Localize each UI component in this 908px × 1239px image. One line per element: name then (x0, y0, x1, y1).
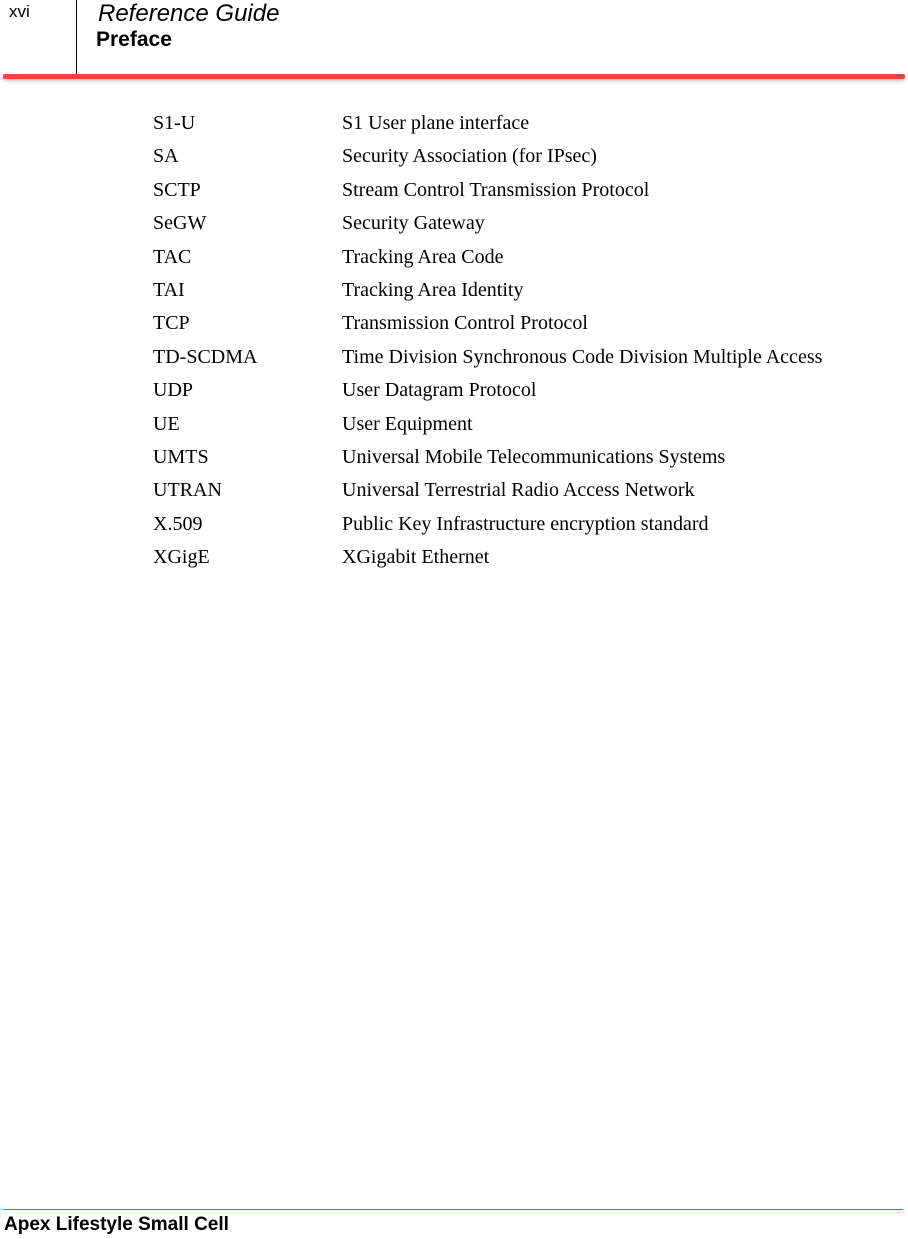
abbreviation-row (153, 274, 873, 307)
abbreviation-row (153, 307, 873, 340)
abbreviation-definition: User Equipment (342, 412, 473, 435)
abbreviation-definition: Universal Mobile Telecommunications Systems (342, 445, 726, 468)
abbreviation-definition: Universal Terrestrial Radio Access Network (342, 479, 695, 502)
abbreviation-term: SCTP (153, 178, 201, 201)
abbreviation-row (153, 241, 873, 274)
abbreviation-row (153, 341, 873, 374)
abbreviation-definition: Time Division Synchronous Code Division Multiple Access (342, 345, 823, 368)
abbreviation-definition: Security Association (for IPsec) (342, 145, 597, 168)
abbreviation-definition: User Datagram Protocol (342, 379, 537, 402)
abbreviation-list (153, 107, 873, 574)
abbreviation-row (153, 174, 873, 207)
abbreviation-definition: Tracking Area Code (342, 245, 504, 268)
abbreviation-term: TAI (153, 278, 185, 301)
page-number: xvi (9, 2, 30, 21)
footer-rule (3, 1209, 903, 1210)
abbreviation-term: TCP (153, 312, 190, 335)
abbreviation-row (153, 107, 873, 140)
abbreviation-row (153, 508, 873, 541)
abbreviation-row (153, 441, 873, 474)
header-rule (3, 74, 905, 79)
abbreviation-term: TAC (153, 245, 192, 268)
abbreviation-term: SA (153, 145, 179, 168)
abbreviation-term: S1-U (153, 112, 196, 134)
abbreviation-row (153, 207, 873, 240)
abbreviation-term: UTRAN (153, 479, 222, 502)
abbreviation-term: X.509 (153, 512, 203, 535)
abbreviation-term: SeGW (153, 212, 207, 235)
abbreviation-row (153, 140, 873, 173)
abbreviation-definition: Public Key Infrastructure encryption standard (342, 512, 709, 535)
abbreviation-term: XGigE (153, 546, 210, 569)
abbreviation-term: UDP (153, 379, 194, 402)
abbreviation-definition: S1 User plane interface (342, 112, 530, 134)
abbreviation-definition: Security Gateway (342, 212, 485, 235)
header-divider (76, 0, 77, 77)
abbreviation-term: UMTS (153, 445, 209, 468)
abbreviation-term: UE (153, 412, 180, 435)
abbreviation-row (153, 541, 873, 574)
abbreviation-row (153, 374, 873, 407)
abbreviation-row (153, 408, 873, 441)
footer-product-name: Apex Lifestyle Small Cell (4, 1214, 229, 1235)
document-title: Reference Guide (98, 0, 280, 27)
section-title: Preface (96, 28, 172, 51)
abbreviation-definition: Stream Control Transmission Protocol (342, 178, 650, 201)
abbreviation-definition: Transmission Control Protocol (342, 312, 588, 335)
abbreviation-definition: XGigabit Ethernet (342, 546, 490, 569)
abbreviation-term: TD-SCDMA (153, 345, 258, 368)
abbreviation-row (153, 474, 873, 507)
abbreviation-definition: Tracking Area Identity (342, 278, 524, 301)
